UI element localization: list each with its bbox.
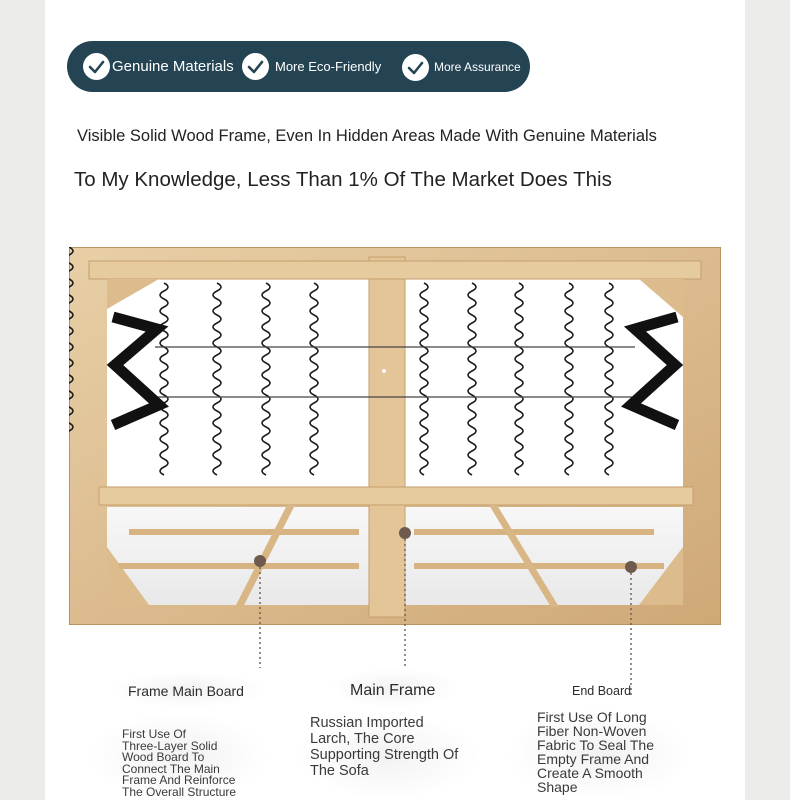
- callout-frame-main-board: Frame Main Board: [128, 683, 244, 699]
- desc-end-board: First Use Of Long Fiber Non-Woven Fabric To Seal The Empty Frame And Create A Smooth Shape: [537, 709, 654, 795]
- callout-end-board: End Board: [572, 684, 632, 698]
- headline-visible-frame: Visible Solid Wood Frame, Even In Hidden Areas Made With Genuine Materials: [77, 127, 657, 145]
- marker-frame-main-board: [254, 555, 266, 567]
- desc-frame-main-board: First Use Of Three-Layer Solid Wood Board To Connect The Main Frame And Reinforce The Overall Structure: [122, 727, 237, 799]
- headline-market-claim: To My Knowledge, Less Than 1% Of The Market Does This: [74, 168, 612, 191]
- badge-genuine-materials: Genuine Materials: [112, 58, 234, 75]
- marker-end-board: [625, 561, 637, 573]
- badge-more-assurance: More Assurance: [434, 60, 521, 74]
- callout-main-frame: Main Frame: [350, 682, 436, 699]
- badge-eco-friendly: More Eco-Friendly: [275, 59, 382, 74]
- desc-main-frame: Russian Imported Larch, The Core Supporting Strength Of The Sofa: [310, 715, 459, 779]
- marker-main-frame: [399, 527, 411, 539]
